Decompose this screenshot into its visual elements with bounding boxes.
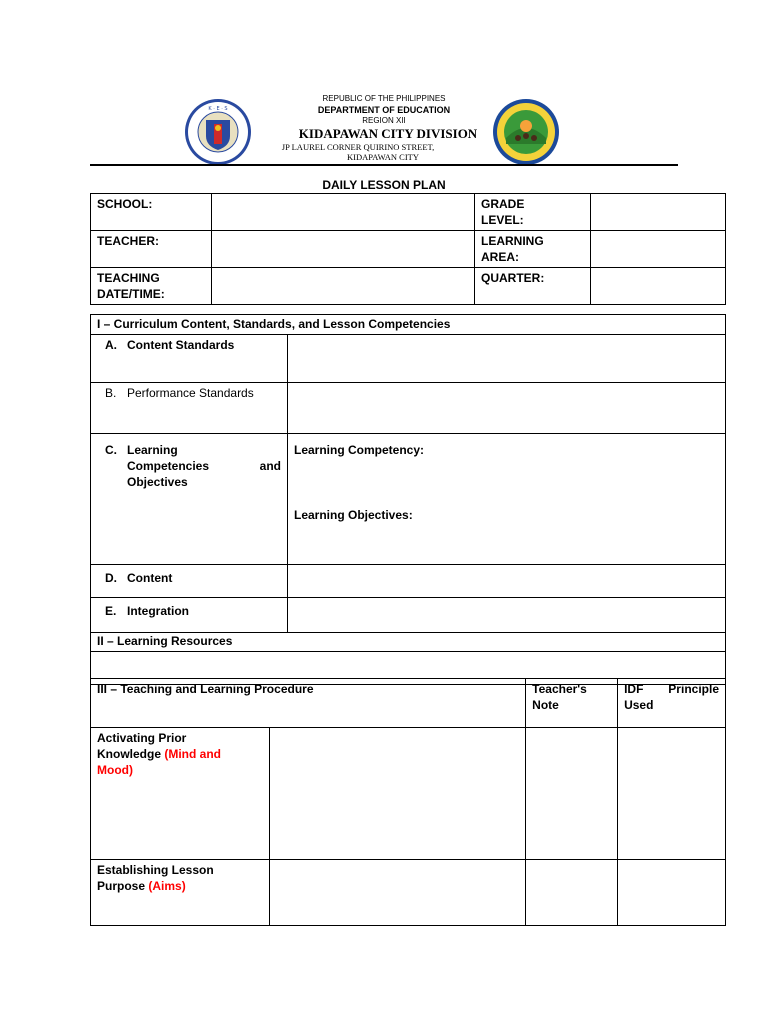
competencies-cell: C. Learning Competencies and Objectives (91, 434, 288, 565)
performance-standards-field[interactable] (288, 383, 726, 434)
establishing-idf-field[interactable] (618, 860, 726, 926)
section-3-heading: III – Teaching and Learning Procedure (91, 679, 526, 728)
idf-principle-header: IDF Principle Used (618, 679, 726, 728)
content-standards-label: Content Standards (127, 338, 235, 352)
document-title: DAILY LESSON PLAN (322, 178, 446, 192)
establishing-lesson-purpose-field[interactable] (269, 860, 525, 926)
integration-label: Integration (127, 604, 189, 618)
curriculum-table (90, 314, 726, 685)
establishing-teachers-note-field[interactable] (526, 860, 618, 926)
integration-field[interactable] (288, 598, 726, 633)
performance-standards-label: Performance Standards (127, 386, 254, 400)
quarter-field[interactable] (591, 268, 726, 305)
section-1-heading: I – Curriculum Content, Standards, and Lesson Competencies (91, 315, 726, 335)
school-label: SCHOOL: (91, 194, 212, 231)
activating-teachers-note-field[interactable] (526, 728, 618, 860)
integration-cell: E. Integration (91, 598, 288, 633)
procedure-table (90, 678, 726, 926)
teacher-label: TEACHER: (91, 231, 212, 268)
learning-competency-label: Learning Competency: (294, 443, 425, 457)
learning-area-label: LEARNING AREA: (475, 231, 591, 268)
content-field[interactable] (288, 565, 726, 598)
content-label: Content (127, 571, 173, 585)
teaching-date-label: TEACHING DATE/TIME: (91, 268, 212, 305)
teachers-note-header: Teacher's Note (526, 679, 618, 728)
performance-standards-cell: B. Performance Standards (91, 383, 288, 434)
establishing-lesson-purpose-cell: Establishing Lesson Purpose (Aims) (91, 860, 270, 926)
department-text: DEPARTMENT OF EDUCATION (317, 105, 451, 115)
activating-prior-knowledge-field[interactable] (269, 728, 525, 860)
info-table (90, 193, 726, 305)
content-standards-field[interactable] (288, 335, 726, 383)
svg-text:K · E · S: K · E · S (208, 106, 228, 112)
section-2-heading: II – Learning Resources (91, 633, 726, 652)
grade-level-field[interactable] (591, 194, 726, 231)
activating-prior-knowledge-cell: Activating Prior Knowledge (Mind and Mood) (91, 728, 270, 860)
competencies-field[interactable] (288, 434, 726, 565)
grade-level-label: GRADE LEVEL: (475, 194, 591, 231)
teacher-field[interactable] (212, 231, 475, 268)
address-line-2: KIDAPAWAN CITY (347, 152, 419, 162)
teaching-date-field[interactable] (212, 268, 475, 305)
school-field[interactable] (212, 194, 475, 231)
learning-objectives-label: Learning Objectives: (294, 508, 413, 522)
region-text: REGION XII (362, 116, 406, 125)
division-text: KIDAPAWAN CITY DIVISION (298, 126, 478, 141)
quarter-label: QUARTER: (475, 268, 591, 305)
republic-text: REPUBLIC OF THE PHILIPPINES (322, 94, 446, 103)
address-line-1: JP LAUREL CORNER QUIRINO STREET, (281, 142, 435, 152)
header-divider (90, 164, 678, 166)
learning-area-field[interactable] (591, 231, 726, 268)
content-cell: D. Content (91, 565, 288, 598)
content-standards-cell: A. Content Standards (91, 335, 288, 383)
activating-idf-field[interactable] (618, 728, 726, 860)
